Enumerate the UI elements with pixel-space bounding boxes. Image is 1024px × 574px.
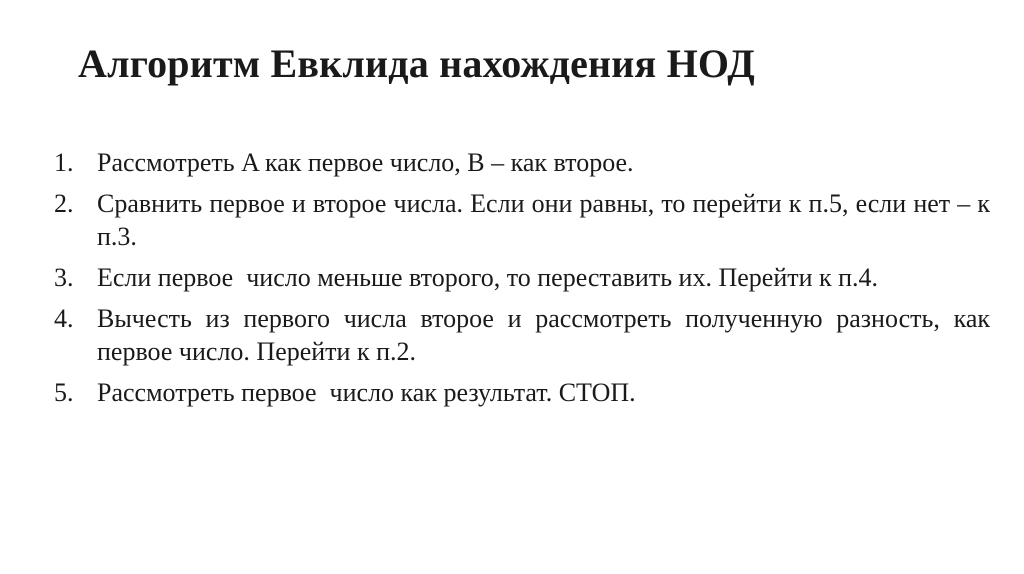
step-text: Сравнить первое и второе числа. Если они равны, то перейти к п.5, если нет – к п.3. [97, 189, 997, 251]
algorithm-steps-list [54, 146, 997, 417]
step-text: Рассмотреть A как первое число, B – как второе. [97, 148, 634, 177]
list-item [54, 302, 997, 368]
step-number: 2. [54, 189, 74, 218]
step-number: 4. [54, 304, 74, 333]
slide-title: Алгоритм Евклида нахождения НОД [78, 41, 755, 86]
list-item [54, 146, 990, 179]
list-item [54, 376, 990, 409]
step-text: Если первое число меньше второго, то переставить их. Перейти к п.4. [97, 263, 879, 292]
step-text: Рассмотреть первое число как результат. СТОП. [97, 378, 636, 407]
step-number: 3. [54, 263, 74, 292]
step-text: Вычесть из первого числа второе и рассмотреть полученную разность, как первое число. Перейти к п.2. [97, 304, 997, 366]
step-number: 1. [54, 148, 74, 177]
list-item [54, 261, 990, 294]
list-item [54, 187, 997, 253]
step-number: 5. [54, 378, 74, 407]
